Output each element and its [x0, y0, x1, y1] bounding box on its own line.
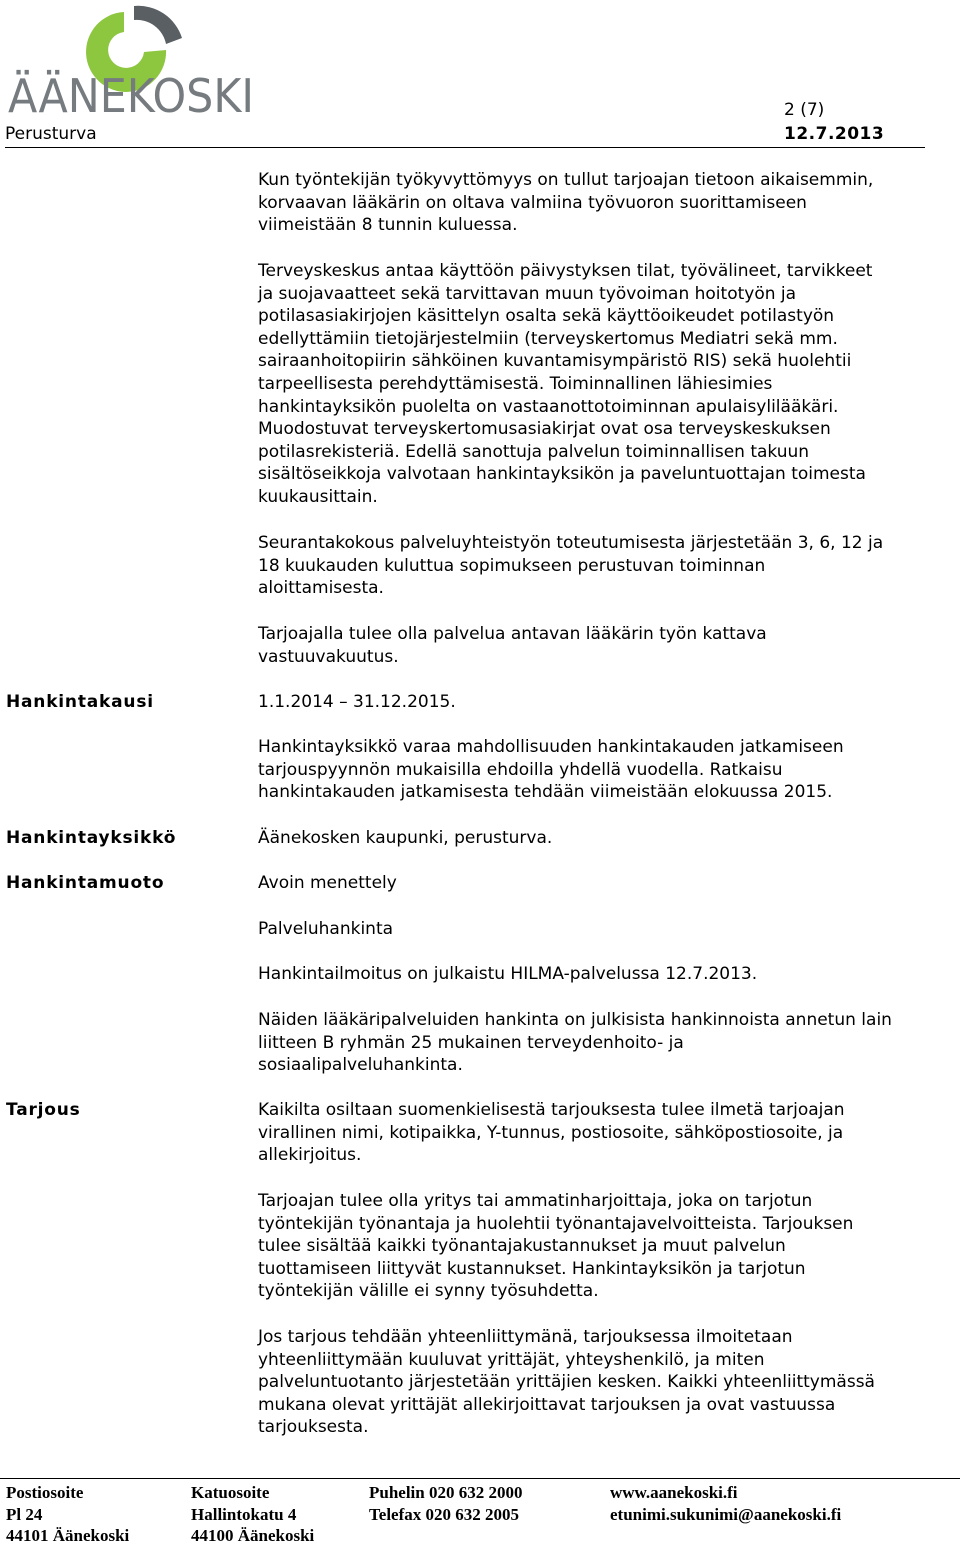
- footer-website-link[interactable]: www.aanekoski.fi: [610, 1483, 738, 1502]
- footer-street: Hallintokatu 4: [191, 1504, 297, 1524]
- footer-phone-number: Puhelin 020 632 2000: [369, 1483, 523, 1502]
- footer-email-link[interactable]: etunimi.sukunimi@aanekoski.fi: [610, 1504, 842, 1524]
- value-hankintamuoto: Avoin menettely: [258, 873, 397, 893]
- paragraph-service-procurement: Palveluhankinta: [258, 919, 394, 939]
- document-date: 12.7.2013: [784, 124, 885, 144]
- paragraph-replacement-doctor: Kun työntekijän työkyvyttömyys on tullut tarjoajan tietoon aikaisemmin, korvaavan lääkärin on oltava valmiina työvuoron suorittamiseen viimeistään 8 tunnin kuluessa.: [258, 170, 874, 236]
- paragraph-consortium: Jos tarjous tehdään yhteenliittymänä, tarjouksessa ilmoitetaan yhteenliittymään kuuluvat yrittäjät, yhteyshenkilö, ja miten palveluntuotanto järjestetään yrittäjien kesken. Kaikki yhteenliittymässä mukana olevat yrittäjät allekirjoittavat tarjouksen ja ovat vastuussa tarjouksesta.: [258, 1327, 875, 1438]
- footer-street-address: [191, 1482, 314, 1547]
- footer-street-heading: Katuosoite: [191, 1483, 270, 1502]
- paragraph-extension-option: Hankintayksikkö varaa mahdollisuuden hankintakauden jatkamiseen tarjouspyynnön mukaisilla ehdoilla yhdellä vuodella. Ratkaisu hankintakauden jatkamisesta tehdään viimeistään elokuussa 2015.: [258, 737, 844, 803]
- footer-postal-address: [6, 1482, 129, 1547]
- paragraph-hilma-notice: Hankintailmoitus on julkaistu HILMA-palvelussa 12.7.2013.: [258, 964, 758, 984]
- footer-postal-box: Pl 24: [6, 1504, 43, 1524]
- footer-fax-number: Telefax 020 632 2005: [369, 1504, 520, 1524]
- paragraph-tenderer-employer: Tarjoajan tulee olla yritys tai ammatinharjoittaja, joka on tarjotun työntekijän työnantaja ja huolehtii työnantajavelvoitteista. Tarjouksen tulee sisältää kaikki työnantajakustannukset ja muut palvelun tuottamiseen liittyvät kustannukset. Hankintayksikön ja tarjotun työntekijän välille ei synny työsuhdetta.: [258, 1191, 854, 1302]
- department-label: Perusturva: [5, 124, 97, 144]
- footer-street-city: 44100 Äänekoski: [191, 1526, 315, 1545]
- aanekoski-logo: [6, 2, 256, 118]
- footer-postal-heading: Postiosoite: [6, 1483, 84, 1502]
- header-divider: [5, 147, 925, 148]
- footer-phone: [369, 1482, 523, 1525]
- label-tarjous: Tarjous: [6, 1100, 81, 1120]
- paragraph-health-centre-provisions: Terveyskeskus antaa käyttöön päivystyksen tilat, työvälineet, tarvikkeet ja suojavaatteet sekä tarvittavan muun työvoiman hoitotyön ja potilasasiakirjojen käsittelyn osalta sekä käyttöoikeudet potilastyön edellyttämiin tietojärjestelmiin (terveyskertomus Mediatri sekä mm. sairaanhoitopiirin sähköinen kuvantamisympäristö RIS) sekä huolehtii tarpeellisesta perehdyttämisestä. Toiminnallinen lähiesimies hankintayksikön puolelta on vastaanottotoiminnan apulaisylilääkäri. Muodostuvat terveyskertomusasiakirjat ovat osa terveyskeskuksen potilasrekisteriä. Edellä sanottuja palvelun toiminnallisen takuun sisältöseikkoja valvotaan hankintayksikön ja paveluntuottajan toimesta kuukausittain.: [258, 261, 873, 507]
- page-number: 2 (7): [784, 100, 825, 120]
- label-hankintakausi: Hankintakausi: [6, 692, 154, 712]
- paragraph-follow-up-meetings: Seurantakokous palveluyhteistyön toteutumisesta järjestetään 3, 6, 12 ja 18 kuukauden kuluttua sopimukseen perustuvan toiminnan aloittamisesta.: [258, 533, 884, 599]
- logo-wordmark: ÄÄNEKOSKI: [8, 69, 254, 118]
- paragraph-liability-insurance: Tarjoajalla tulee olla palvelua antavan lääkärin työn kattava vastuuvakuutus.: [258, 624, 767, 667]
- footer-web: [610, 1482, 841, 1525]
- paragraph-annex-b: Näiden lääkäripalveluiden hankinta on julkisista hankinnoista annetun lain liitteen B ryhmän 25 mukainen terveydenhoito- ja sosiaalipalveluhankinta.: [258, 1010, 892, 1076]
- value-hankintakausi: 1.1.2014 – 31.12.2015.: [258, 692, 456, 712]
- label-hankintayksikko: Hankintayksikkö: [6, 828, 177, 848]
- label-hankintamuoto: Hankintamuoto: [6, 873, 165, 893]
- paragraph-tender-requirements: Kaikilta osiltaan suomenkielisestä tarjouksesta tulee ilmetä tarjoajan virallinen nimi, kotipaikka, Y-tunnus, postiosoite, sähköpostiosoite, ja allekirjoitus.: [258, 1100, 845, 1166]
- value-hankintayksikko: Äänekosken kaupunki, perusturva.: [258, 828, 553, 848]
- footer-divider: [0, 1478, 960, 1479]
- aanekoski-logo-graphic: [6, 2, 256, 118]
- footer-postal-city: 44101 Äänekoski: [6, 1526, 130, 1545]
